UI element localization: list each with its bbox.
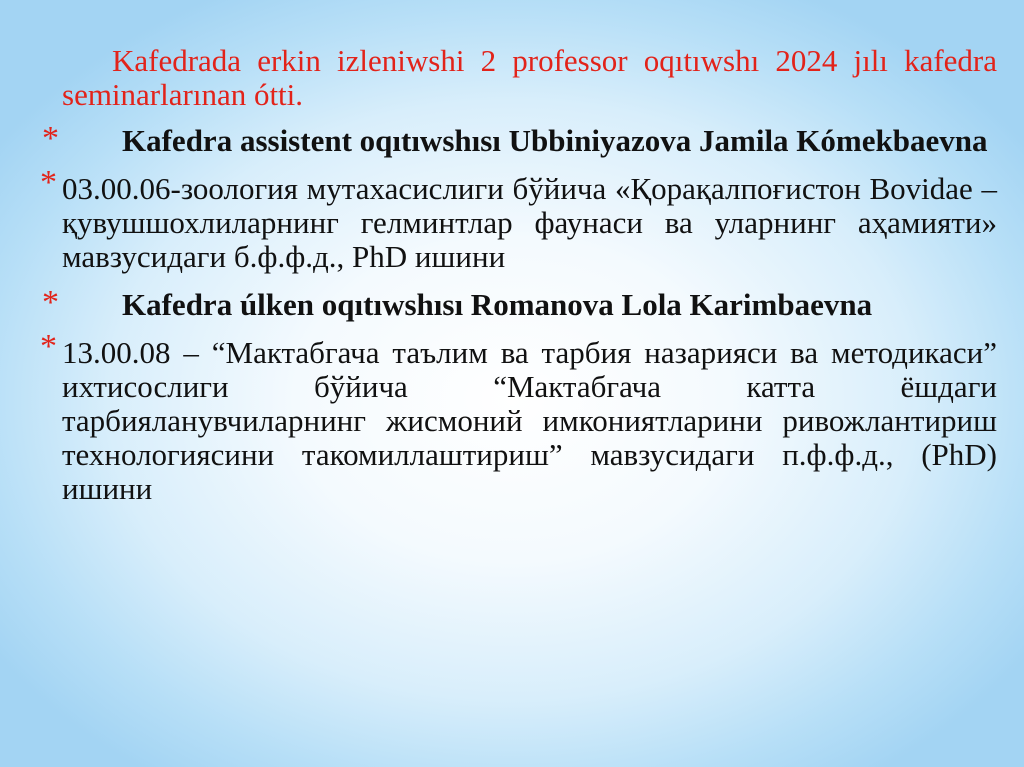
intro-paragraph: Kafedrada erkin izleniwshi 2 professor oqıtıwshı 2024 jılı kafedra seminarlarınan ótti.	[62, 43, 997, 112]
bullet-item-senior-teacher	[40, 284, 997, 322]
asterisk-bullet-icon: *	[42, 120, 59, 157]
bullet-item-zoology-thesis	[40, 164, 997, 274]
asterisk-bullet-icon: *	[40, 164, 57, 201]
bullet-text: 13.00.08 – “Мактабгача таълим ва тарбия назарияси ва методикаси” ихтисослиги бўйича “Мактабгача катта ёшдаги тарбияланувчиларнинг жисмоний имкониятларини ривожлантириш технологиясини такомиллаштириш” мавзусидаги п.ф.ф.д., (PhD) ишини	[62, 335, 997, 506]
bullet-text: Kafedra úlken oqıtıwshısı Romanova Lola Karimbaevna	[122, 287, 873, 322]
bullet-item-pedagogy-thesis	[40, 328, 997, 506]
bullet-text: 03.00.06-зоология мутахасислиги бўйича «Қорақалпоғистон Bovidae – қувушшохлиларнинг гелминтлар фаунаси ва уларнинг аҳамияти» мавзусидаги б.ф.ф.д., PhD ишини	[62, 171, 997, 274]
bullet-item-assistant	[40, 120, 997, 158]
slide-content	[40, 44, 997, 520]
asterisk-bullet-icon: *	[42, 284, 59, 321]
bullet-text: Kafedra assistent oqıtıwshısı Ubbiniyazova Jamila Kómekbaevna	[122, 123, 988, 158]
asterisk-bullet-icon: *	[40, 328, 57, 365]
